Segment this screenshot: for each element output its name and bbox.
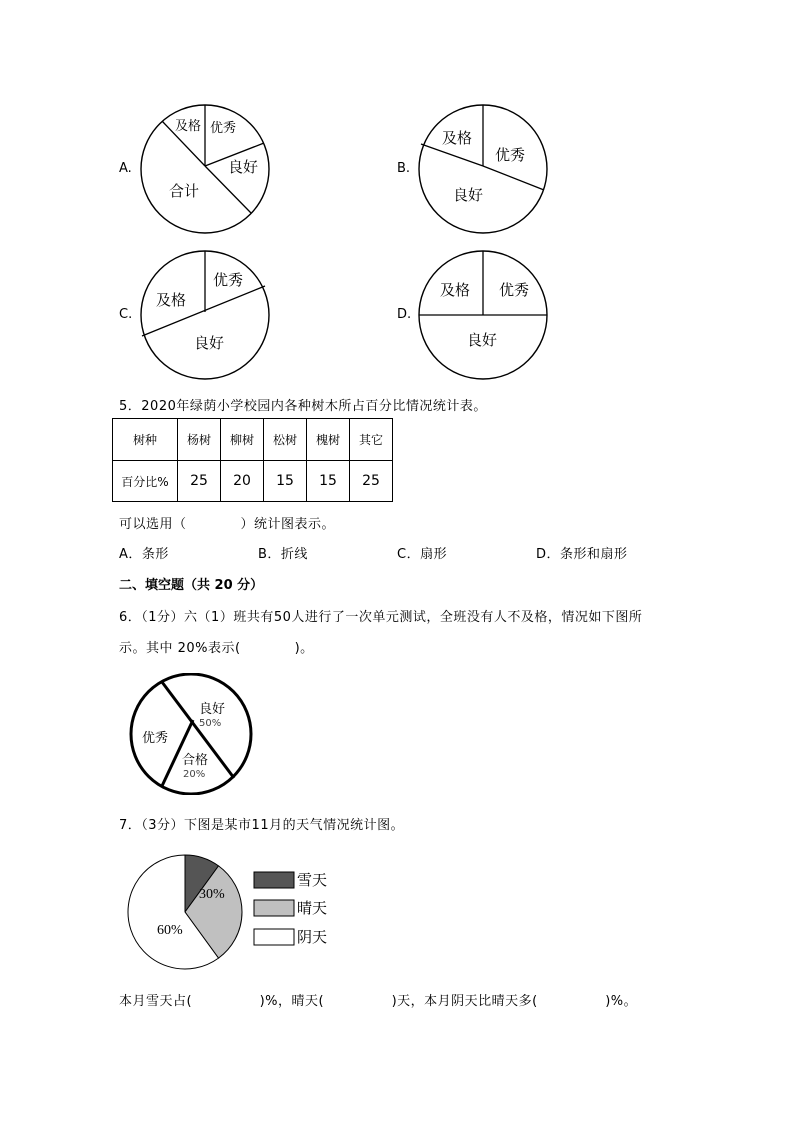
section-title-fill-in: 二、填空题（共 20 分） <box>119 578 264 593</box>
q7-fill-in-blanks: 本月雪天占( )%，晴天( )天，本月阴天比晴天多( )%。 <box>119 994 638 1009</box>
option-c-label-lianghao: 良好 <box>194 334 225 352</box>
q7-stem: 7．（3分）下图是某市11月的天气情况统计图。 <box>119 818 405 833</box>
option-d-letter[interactable]: D. <box>397 307 412 322</box>
q5-table-cell: 25 <box>350 461 393 502</box>
q5-table-data-row <box>113 461 393 502</box>
q5-table-cell: 其它 <box>350 419 393 461</box>
option-b-pie <box>416 102 550 236</box>
option-a-letter[interactable]: A. <box>119 161 132 176</box>
q6-label-hege-pct: 20% <box>183 769 206 780</box>
option-c-label-jige: 及格 <box>156 291 187 309</box>
q7-slice-label-snow: 10% <box>157 861 183 876</box>
q5-table-cell: 百分比% <box>113 461 178 502</box>
option-b-label-youxiu: 优秀 <box>495 146 526 164</box>
q6-pie <box>127 673 255 795</box>
option-d-pie <box>416 248 550 382</box>
q7-weather-pie-chart <box>125 850 355 975</box>
option-a-label-jige: 及格 <box>175 119 202 134</box>
option-a-label-lianghao: 良好 <box>228 158 259 176</box>
q5-prompt: 可以选用（ ）统计图表示。 <box>119 517 336 532</box>
q6-line2: 示。其中 20%表示( )。 <box>119 641 314 656</box>
q5-table-cell: 槐树 <box>307 419 350 461</box>
option-c-pie <box>138 248 272 382</box>
legend-swatch-sunny <box>254 900 294 916</box>
option-d-label-lianghao: 良好 <box>467 331 498 349</box>
legend-label-cloudy: 阴天 <box>297 930 328 946</box>
option-d-label-jige: 及格 <box>440 281 471 299</box>
q6-label-lianghao: 良好 <box>199 702 226 717</box>
legend-label-sunny: 晴天 <box>297 901 328 917</box>
q6-label-hege: 合格 <box>182 753 209 768</box>
option-a-label-heji: 合计 <box>169 182 200 200</box>
option-c-label-youxiu: 优秀 <box>213 271 244 289</box>
q5-choice-d[interactable]: D．条形和扇形 <box>536 547 628 562</box>
option-a-label-youxiu: 优秀 <box>210 121 237 136</box>
q5-choice-b[interactable]: B．折线 <box>258 547 308 562</box>
q5-table-cell: 15 <box>264 461 307 502</box>
legend-label-snow: 雪天 <box>297 873 328 889</box>
legend-swatch-snow <box>254 872 294 888</box>
q5-stem: 5．2020年绿荫小学校园内各种树木所占百分比情况统计表。 <box>119 399 487 414</box>
q5-table-cell: 柳树 <box>221 419 264 461</box>
option-d-label-youxiu: 优秀 <box>499 281 530 299</box>
option-b-label-jige: 及格 <box>442 129 473 147</box>
q7-slice-label-sunny: 30% <box>199 887 225 902</box>
q7-legend <box>254 872 327 946</box>
q5-table-cell: 杨树 <box>178 419 221 461</box>
q5-choice-c[interactable]: C．扇形 <box>397 547 448 562</box>
q7-pie-slices <box>128 855 242 969</box>
q5-table-header-row <box>113 419 393 461</box>
option-a-pie <box>138 102 272 236</box>
q5-table-cell: 15 <box>307 461 350 502</box>
option-c-letter[interactable]: C. <box>119 307 133 322</box>
legend-swatch-cloudy <box>254 929 294 945</box>
q6-label-youxiu: 优秀 <box>142 731 169 746</box>
q5-choice-a[interactable]: A．条形 <box>119 547 169 562</box>
q5-table-cell: 松树 <box>264 419 307 461</box>
q7-slice-label-cloudy: 60% <box>157 923 183 938</box>
q5-table-cell: 25 <box>178 461 221 502</box>
option-b-letter[interactable]: B. <box>397 161 411 176</box>
q5-table-cell: 树种 <box>113 419 178 461</box>
q5-table <box>112 418 393 502</box>
q6-line1: 6．（1分）六（1）班共有50人进行了一次单元测试，全班没有人不及格，情况如下图所 <box>119 610 643 625</box>
option-b-label-lianghao: 良好 <box>453 186 484 204</box>
q6-label-lianghao-pct: 50% <box>199 718 222 729</box>
q5-table-cell: 20 <box>221 461 264 502</box>
